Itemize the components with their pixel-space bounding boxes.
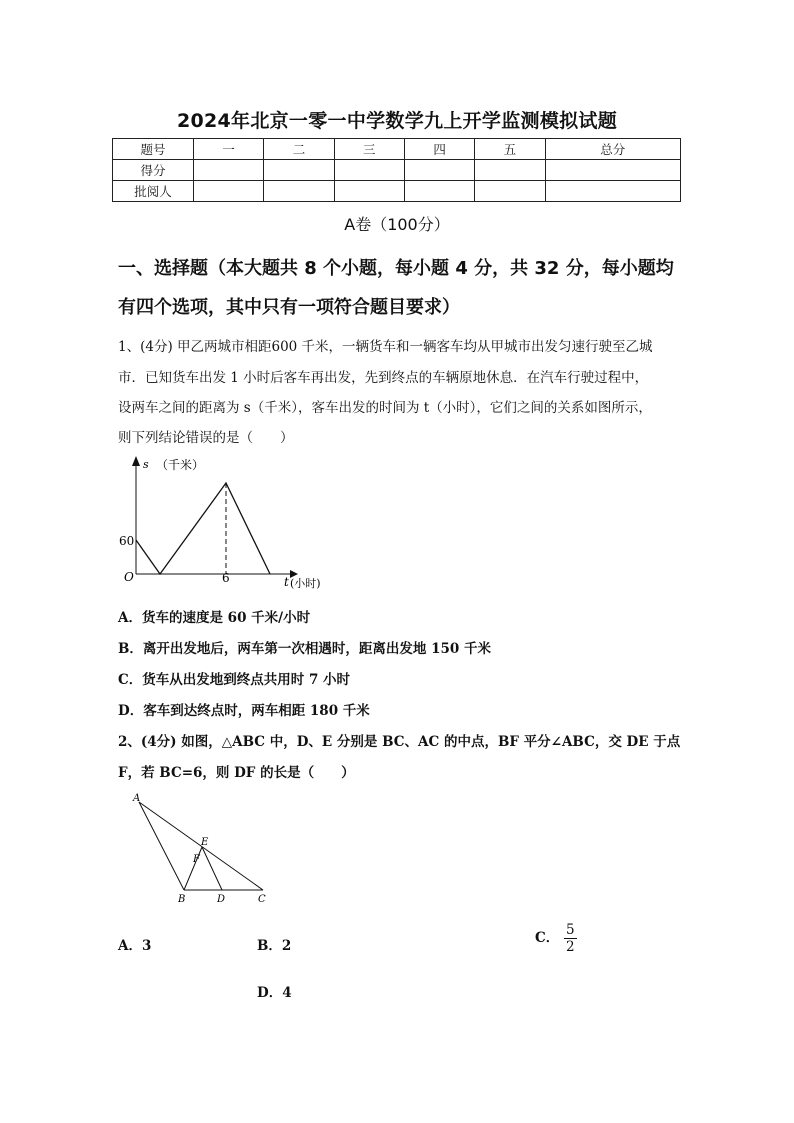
q2-option-c[interactable] — [535, 922, 577, 955]
y-axis-unit-label: （千米） — [156, 458, 205, 472]
y-axis-arrow — [132, 456, 140, 466]
fraction-numerator: 5 — [565, 922, 575, 938]
y-axis-var-label: s — [143, 458, 149, 471]
score-table-cell — [545, 181, 680, 202]
segment-ab — [139, 802, 184, 890]
part1-heading-line1: 一、选择题（本大题共 8 个小题，每小题 4 分，共 32 分，每小题均 — [118, 258, 674, 279]
q2-triangle-figure — [125, 790, 285, 910]
score-table-cell — [404, 181, 474, 202]
q1-option-b[interactable]: B．离开出发地后，两车第一次相遇时，距离出发地 150 千米 — [118, 641, 491, 657]
score-table-cell — [334, 160, 404, 181]
score-table-header-cell: 三 — [334, 139, 404, 160]
section-a-heading: A卷（100分） — [344, 215, 450, 234]
score-table-row — [113, 181, 681, 202]
q2-option-c-prefix: C． — [535, 930, 560, 946]
q2-option-d[interactable]: D．4 — [257, 985, 292, 1001]
score-table-header-cell: 总分 — [545, 139, 680, 160]
x-axis-unit-label: (小时) — [290, 577, 321, 590]
x-axis-var-label: t — [284, 575, 289, 589]
y-tick-label: 60 — [119, 534, 135, 548]
q1-distance-time-graph — [110, 450, 350, 600]
q1-text-line1: 1、(4分) 甲乙两城市相距600 千米，一辆货车和一辆客车均从甲城市出发匀速行驶至乙城 — [118, 339, 653, 355]
exam-title: 2024年北京一零一中学数学九上开学监测模拟试题 — [176, 110, 618, 132]
q1-text-line2: 市．已知货车出发 1 小时后客车再出发，先到终点的车辆原地休息．在汽车行驶过程中， — [118, 370, 649, 386]
distance-polyline — [136, 483, 270, 574]
score-table-cell — [194, 181, 264, 202]
q1-option-d[interactable]: D．客车到达终点时，两车相距 180 千米 — [118, 703, 370, 719]
score-table-cell — [264, 160, 334, 181]
score-table-header-cell: 题号 — [113, 139, 194, 160]
point-b-label: B — [178, 894, 186, 905]
x-tick-label: 6 — [222, 571, 230, 585]
point-c-label: C — [258, 894, 266, 905]
score-table-cell — [475, 181, 545, 202]
origin-label: O — [124, 570, 134, 584]
q2-option-b[interactable]: B．2 — [257, 938, 292, 954]
q1-text-line3: 设两车之间的距离为 s（千米），客车出发的时间为 t（小时），它们之间的关系如图所示， — [118, 400, 652, 416]
q1-text-line4: 则下列结论错误的是（ ） — [118, 430, 294, 446]
q2-option-a[interactable]: A．3 — [118, 938, 152, 954]
q1-option-a[interactable]: A．货车的速度是 60 千米/小时 — [118, 610, 311, 626]
q1-option-c[interactable]: C．货车从出发地到终点共用时 7 小时 — [118, 672, 351, 688]
score-table — [112, 138, 681, 202]
q2-text-line2: F，若 BC=6，则 DF 的长是（ ） — [118, 765, 355, 781]
score-table-cell: 批阅人 — [113, 181, 194, 202]
q2-text-line1: 2、(4分) 如图，△ABC 中，D、E 分别是 BC、AC 的中点，BF 平分∠ABC，交 DE 于点 — [118, 734, 681, 750]
score-table-cell — [404, 160, 474, 181]
point-d-label: D — [217, 894, 226, 905]
score-table-cell: 得分 — [113, 160, 194, 181]
point-e-label: E — [201, 837, 209, 848]
score-table-row — [113, 139, 681, 160]
point-a-label: A — [133, 793, 141, 804]
score-table-cell — [475, 160, 545, 181]
score-table-row — [113, 160, 681, 181]
score-table-header-cell: 四 — [404, 139, 474, 160]
point-f-label: F — [193, 854, 200, 865]
score-table-header-cell: 五 — [475, 139, 545, 160]
score-table-header-cell: 二 — [264, 139, 334, 160]
fraction-denominator: 2 — [565, 939, 575, 955]
part1-heading-line2: 有四个选项，其中只有一项符合题目要求） — [118, 297, 460, 318]
score-table-cell — [545, 160, 680, 181]
score-table-cell — [264, 181, 334, 202]
score-table-header-cell: 一 — [194, 139, 264, 160]
score-table-cell — [334, 181, 404, 202]
q2-option-c-fraction — [564, 922, 577, 955]
score-table-cell — [194, 160, 264, 181]
